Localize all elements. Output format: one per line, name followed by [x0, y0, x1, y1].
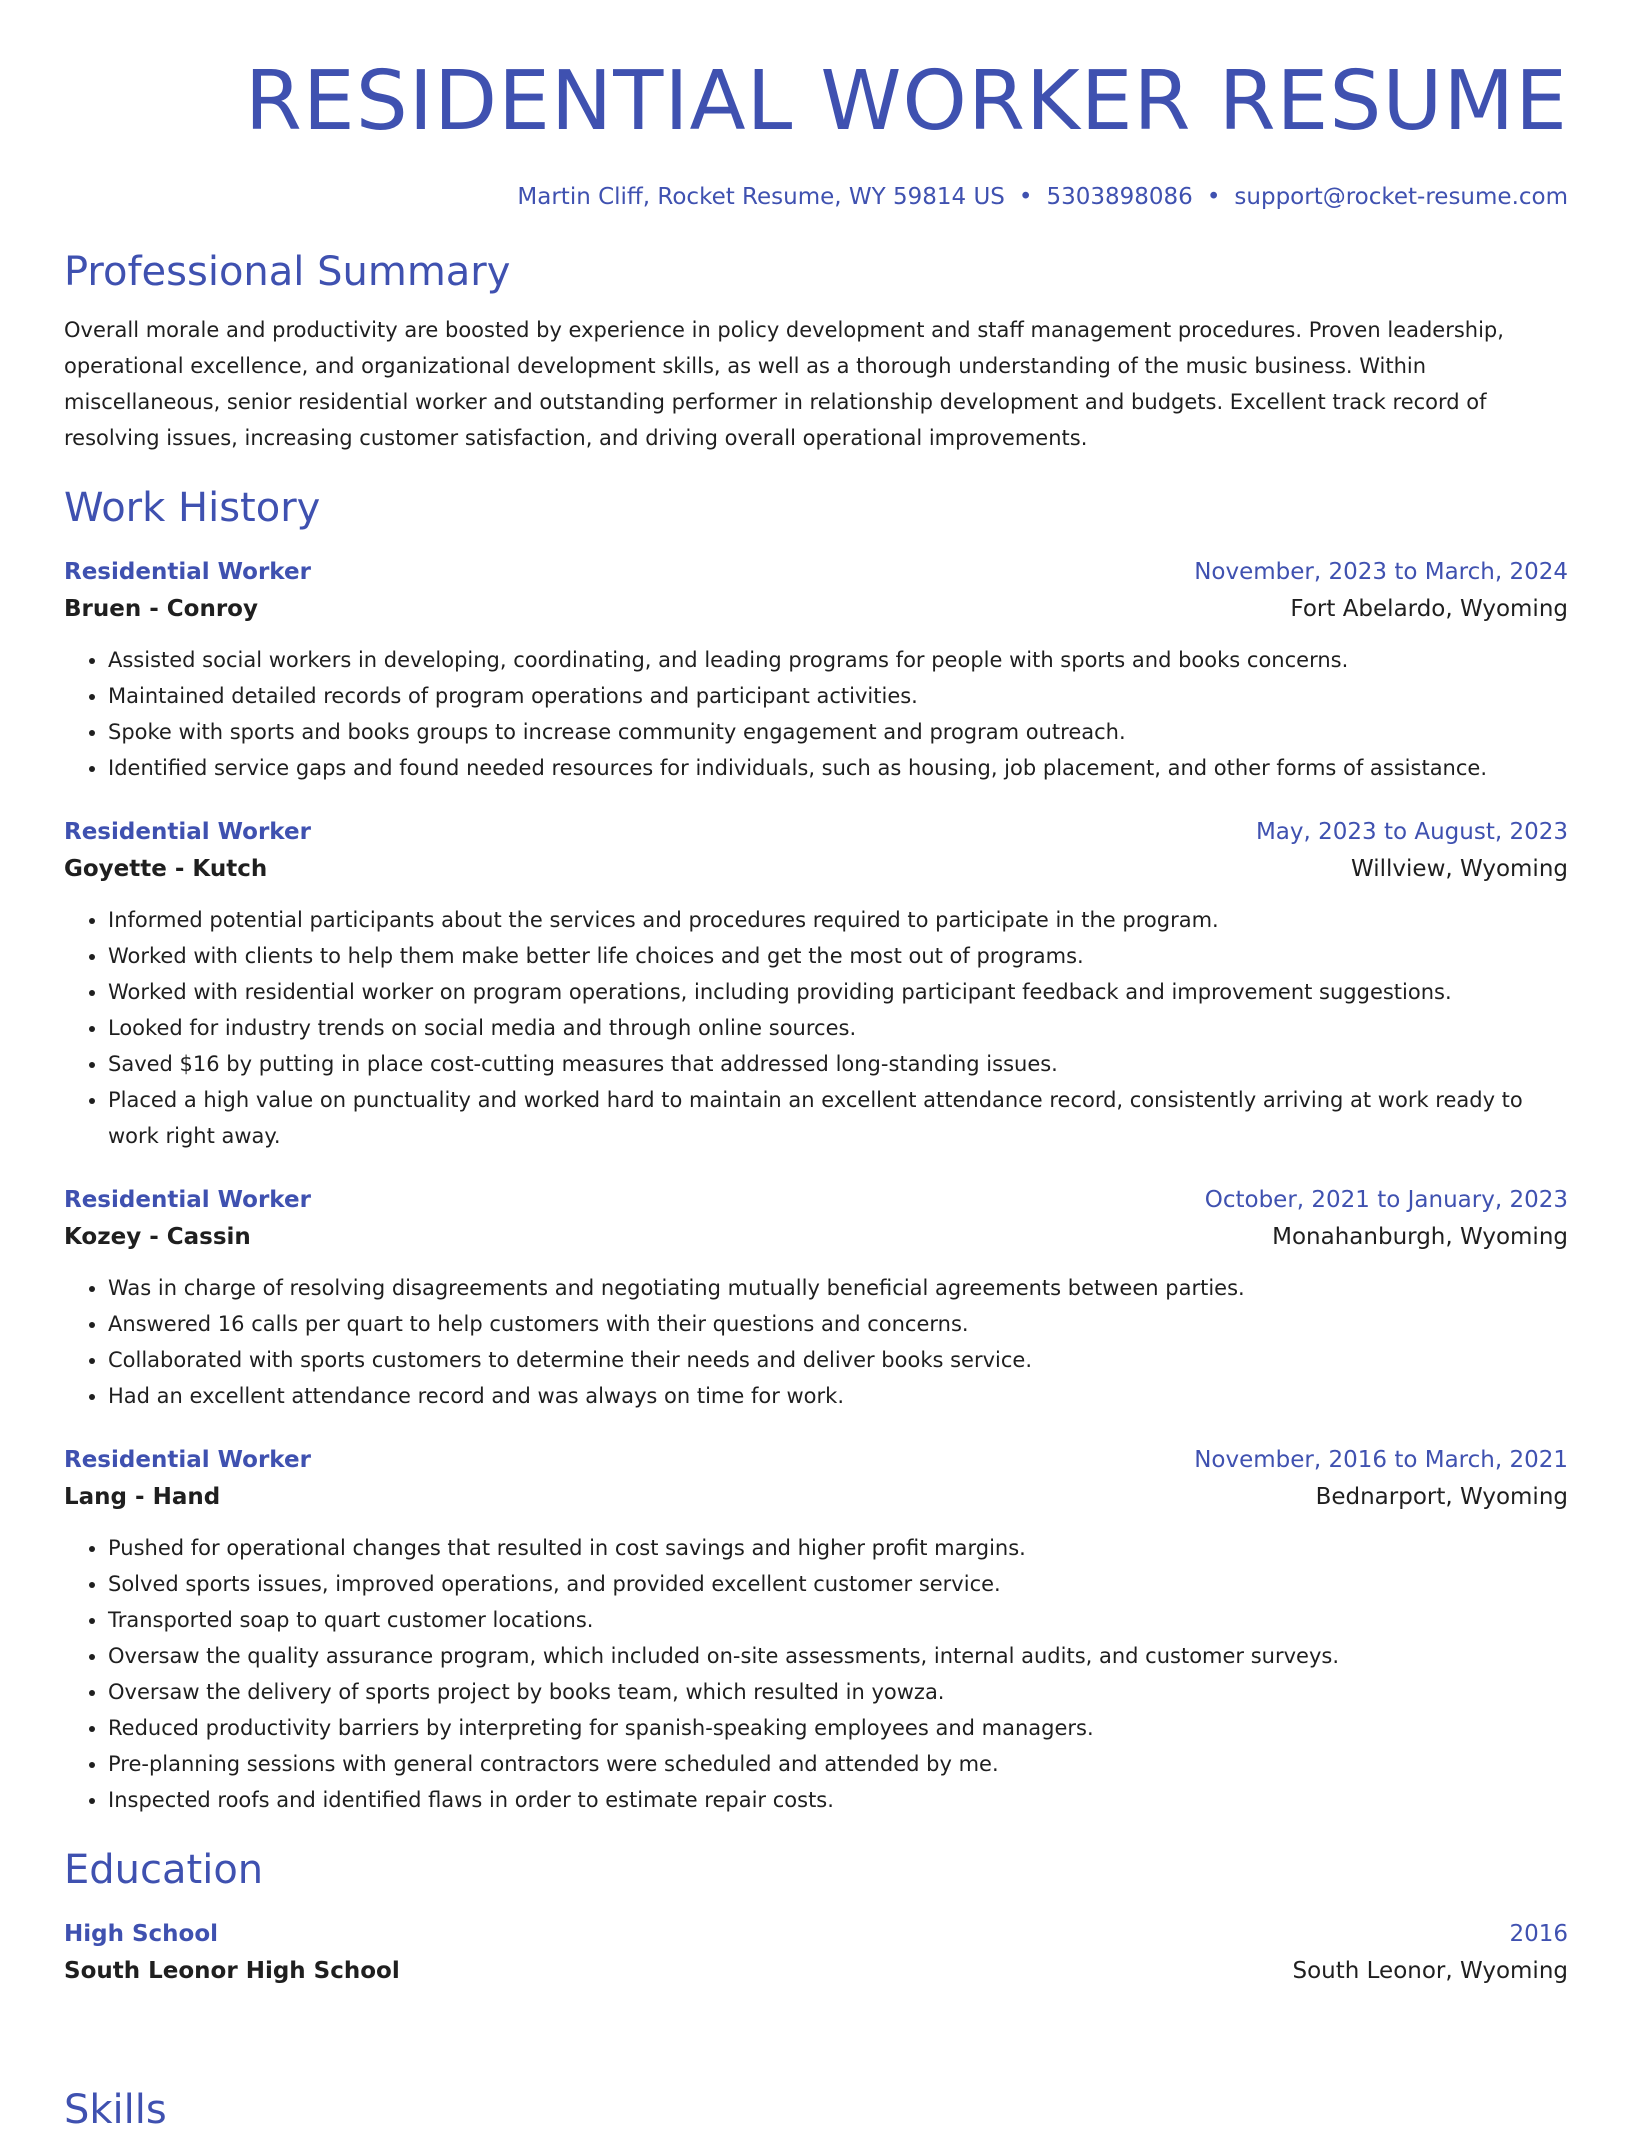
summary-heading: Professional Summary — [64, 249, 511, 295]
education-school: South Leonor High School — [64, 1958, 400, 1984]
resume-title: RESIDENTIAL WORKER RESUME — [244, 54, 1568, 149]
summary-text: Overall morale and productivity are boosted by experience in policy development and staff management procedures. Proven leadership, operational excellence, and organizational development skills, as well as a thorough understanding of the music business. Within miscellaneous, senior residential worker and outstanding performer in relationship development and budgets. Excellent track record of resolving issues, increasing customer satisfaction, and driving overall operational improvements. — [64, 318, 1504, 450]
list-item: • Placed a high value on punctuality and worked hard to maintain an excellent attendance record, consistently arriving at work ready to work right away. — [108, 1082, 1568, 1154]
work-history-heading: Work History — [64, 485, 321, 531]
list-item: • Identified service gaps and found needed resources for individuals, such as housing, job placement, and other forms of assistance. — [108, 750, 1568, 786]
job-dates: November, 2023 to March, 2024 — [1194, 559, 1568, 585]
job-company: Bruen - Conroy — [64, 596, 258, 622]
job-location: Bednarport, Wyoming — [1315, 1484, 1568, 1510]
job-duties — [64, 1270, 1568, 1414]
job-company: Goyette - Kutch — [64, 856, 268, 882]
job-entry — [64, 554, 1568, 786]
contact-separator: • — [1206, 184, 1221, 210]
job-location: Monahanburgh, Wyoming — [1272, 1224, 1568, 1250]
job-entry — [64, 1182, 1568, 1414]
job-duties — [64, 902, 1568, 1154]
list-item: • Oversaw the delivery of sports project by books team, which resulted in yowza. — [108, 1674, 1568, 1710]
job-title: Residential Worker — [64, 1447, 311, 1473]
list-item: • Was in charge of resolving disagreements and negotiating mutually beneficial agreements between parties. — [108, 1270, 1568, 1306]
list-item: • Assisted social workers in developing, coordinating, and leading programs for people with sports and books concerns. — [108, 642, 1568, 678]
list-item: • Inspected roofs and identified flaws in order to estimate repair costs. — [108, 1782, 1568, 1818]
list-item: • Transported soap to quart customer locations. — [108, 1602, 1568, 1638]
contact-email: support@rocket-resume.com — [1234, 184, 1568, 210]
contact-phone: 5303898086 — [1046, 184, 1193, 210]
education-degree: High School — [64, 1921, 219, 1947]
job-title: Residential Worker — [64, 559, 311, 585]
job-title: Residential Worker — [64, 1187, 311, 1213]
list-item: • Worked with residential worker on program operations, including providing participant feedback and improvement suggestions. — [108, 974, 1568, 1010]
job-company: Lang - Hand — [64, 1484, 221, 1510]
job-location: Fort Abelardo, Wyoming — [1290, 596, 1568, 622]
job-dates: October, 2021 to January, 2023 — [1204, 1187, 1568, 1213]
job-company: Kozey - Cassin — [64, 1224, 251, 1250]
job-location: Willview, Wyoming — [1351, 856, 1568, 882]
list-item: • Looked for industry trends on social media and through online sources. — [108, 1010, 1568, 1046]
list-item: • Worked with clients to help them make better life choices and get the most out of programs. — [108, 938, 1568, 974]
contact-line — [64, 180, 1568, 214]
list-item: • Solved sports issues, improved operations, and provided excellent customer service. — [108, 1566, 1568, 1602]
job-entry — [64, 1442, 1568, 1818]
list-item: • Answered 16 calls per quart to help customers with their questions and concerns. — [108, 1306, 1568, 1342]
resume-page — [64, 0, 1568, 2133]
contact-separator: • — [1018, 184, 1033, 210]
list-item: • Had an excellent attendance record and was always on time for work. — [108, 1378, 1568, 1414]
list-item: • Informed potential participants about the services and procedures required to participate in the program. — [108, 902, 1568, 938]
job-entry — [64, 814, 1568, 1154]
education-year: 2016 — [1509, 1921, 1568, 1947]
education-heading: Education — [64, 1847, 264, 1893]
job-dates: May, 2023 to August, 2023 — [1255, 819, 1568, 845]
list-item: • Oversaw the quality assurance program, which included on-site assessments, internal audits, and customer surveys. — [108, 1638, 1568, 1674]
education-entry — [64, 1916, 1568, 1990]
job-title: Residential Worker — [64, 819, 311, 845]
list-item: • Saved $16 by putting in place cost-cutting measures that addressed long-standing issues. — [108, 1046, 1568, 1082]
list-item: • Reduced productivity barriers by interpreting for spanish-speaking employees and managers. — [108, 1710, 1568, 1746]
list-item: • Maintained detailed records of program operations and participant activities. — [108, 678, 1568, 714]
job-duties — [64, 1530, 1568, 1818]
job-duties — [64, 642, 1568, 786]
work-history-list — [64, 554, 1568, 1818]
skills-heading: Skills — [64, 2087, 167, 2133]
job-dates: November, 2016 to March, 2021 — [1194, 1447, 1568, 1473]
education-location: South Leonor, Wyoming — [1292, 1958, 1568, 1984]
list-item: • Collaborated with sports customers to determine their needs and deliver books service. — [108, 1342, 1568, 1378]
list-item: • Pushed for operational changes that resulted in cost savings and higher profit margins. — [108, 1530, 1568, 1566]
list-item: • Spoke with sports and books groups to increase community engagement and program outreach. — [108, 714, 1568, 750]
list-item: • Pre-planning sessions with general contractors were scheduled and attended by me. — [108, 1746, 1568, 1782]
contact-address: Martin Cliff, Rocket Resume, WY 59814 US — [517, 184, 1005, 210]
